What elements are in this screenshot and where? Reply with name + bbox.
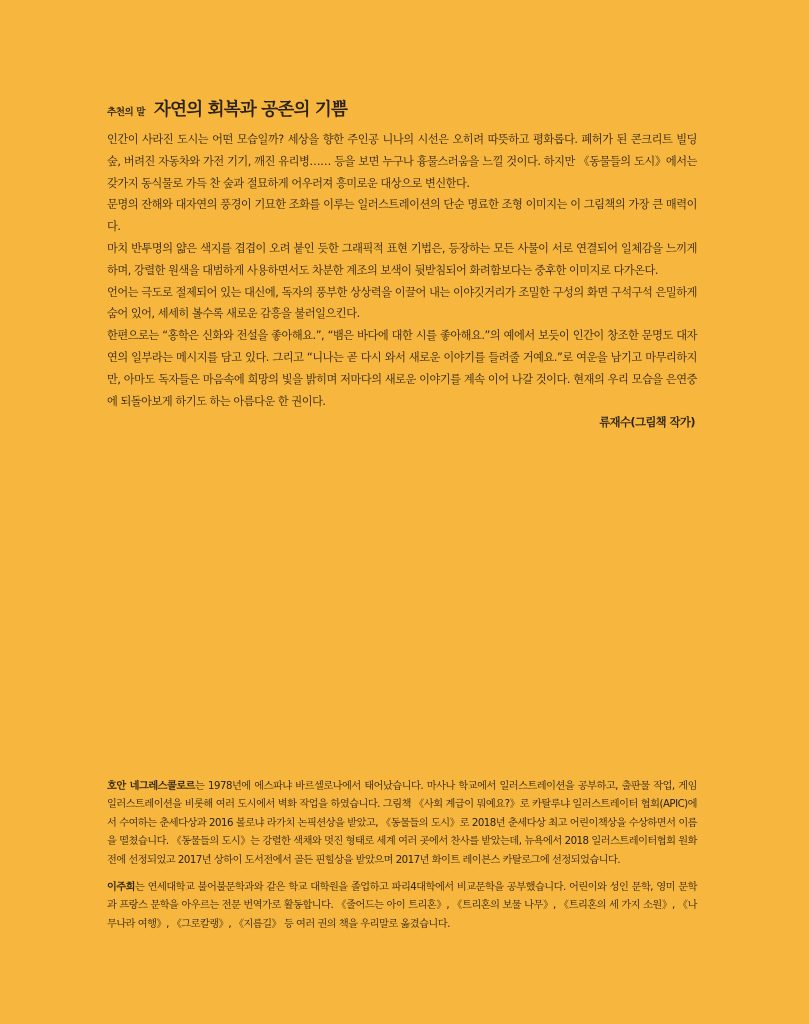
author-bios-section bbox=[107, 778, 697, 943]
recommendation-paragraph: 마치 반투명의 얇은 색지를 겹겹이 오려 붙인 듯한 그래픽적 표현 기법은, 등장하는 모든 사물이 서로 연결되어 일체감을 느끼게 하며, 강렬한 원색을 대범하게 사용하면서도 차분한 계조의 보색이 뒷받침되어 화려함보다는 중후한 이미지로 다가온다. bbox=[107, 241, 697, 277]
recommendation-label: 추천의 말 bbox=[107, 107, 146, 118]
recommendation-header bbox=[107, 96, 697, 121]
author-name: 호안 네그레스콜로르 bbox=[107, 781, 196, 792]
recommendation-section bbox=[107, 96, 697, 434]
recommendation-paragraph: 문명의 잔해와 대자연의 풍경이 기묘한 조화를 이루는 일러스트레이션의 단순 명료한 조형 이미지는 이 그림책의 가장 큰 매력이다. bbox=[107, 198, 697, 234]
recommendation-body bbox=[107, 129, 697, 412]
translator-bio bbox=[107, 879, 697, 934]
translator-name: 이주희 bbox=[107, 882, 136, 894]
recommendation-title: 자연의 회복과 공존의 기쁨 bbox=[154, 100, 348, 120]
recommendation-signature: 류재수(그림책 작가) bbox=[599, 416, 695, 430]
recommendation-paragraph: 언어는 극도로 절제되어 있는 대신에, 독자의 풍부한 상상력을 이끌어 내는 이야깃거리가 조밀한 구성의 화면 구석구석 은밀하게 숨어 있어, 세세히 볼수록 새로운 감흥을 불러일으킨다. bbox=[107, 285, 697, 321]
recommendation-paragraph: 인간이 사라진 도시는 어떤 모습일까? 세상을 향한 주인공 니나의 시선은 오히려 따뜻하고 평화롭다. 폐허가 된 콘크리트 빌딩 숲, 버려진 자동차와 가전 기기, 깨진 유리병…… 등을 보면 누구나 흉물스러움을 느낄 것이다. 하지만 《동물들의 도시》에서는 갖가지 동식물로 가득 찬 숲과 절묘하게 어우러져 흥미로운 대상으로 변신한다. bbox=[107, 133, 697, 190]
translator-bio-text: 는 연세대학교 불어불문학과와 같은 학교 대학원을 졸업하고 파리4대학에서 비교문학을 공부했습니다. 어린이와 성인 문학, 영미 문학과 프랑스 문학을 아우르는 전문 번역가로 활동합니다. 《줄어드는 아이 트리혼》, 《트리혼의 보물 나무》, 《트리혼의 세 가지 소원》, 《나무나라 여행》, 《그로칼랭》, 《지름길》 등 여러 권의 책을 우리말로 옮겼습니다. bbox=[107, 882, 697, 930]
author-bio bbox=[107, 778, 697, 870]
recommendation-paragraph: 한편으로는 “홍학은 신화와 전설을 좋아해요.”, “뱀은 바다에 대한 시를 좋아해요.”의 예에서 보듯이 인간이 창조한 문명도 대자연의 일부라는 메시지를 담고 있다. 그리고 “니나는 곧 다시 와서 새로운 이야기를 들려줄 거예요.”로 여운을 남기고 마무리하지만, 아마도 독자들은 마음속에 희망의 빛을 밝히며 저마다의 새로운 이야기를 계속 이어 나갈 것이다. 현재의 우리 모습을 은연중에 되돌아보게 하기도 하는 아름다운 한 권이다. bbox=[107, 329, 697, 408]
author-bio-text: 는 1978년에 에스파냐 바르셀로나에서 태어났습니다. 마사나 학교에서 일러스트레이션을 공부하고, 출판물 작업, 게임 일러스트레이션을 비롯해 여러 도시에서 벽화 작업을 하였습니다. 그림책 《사회 계급이 뭐예요?》로 카탈루냐 일러스트레이터 협회(APIC)에서 수여하는 춘세다상과 2016 볼로냐 라가치 논픽션상을 받았고, 《동물들의 도시》로 2018년 춘세다상 최고 어린이책상을 수상하면서 이름을 떨쳤습니다. 《동물들의 도시》는 강렬한 색채와 멋진 형태로 세계 여러 곳에서 찬사를 받았는데, 뉴욕에서 2018 일러스트레이터협회 원화전에 선정되었고 2017년 상하이 도서전에서 골든 핀힐상을 받았으며 2017년 화이트 레이븐스 카탈로그에 선정되었습니다. bbox=[107, 781, 697, 866]
